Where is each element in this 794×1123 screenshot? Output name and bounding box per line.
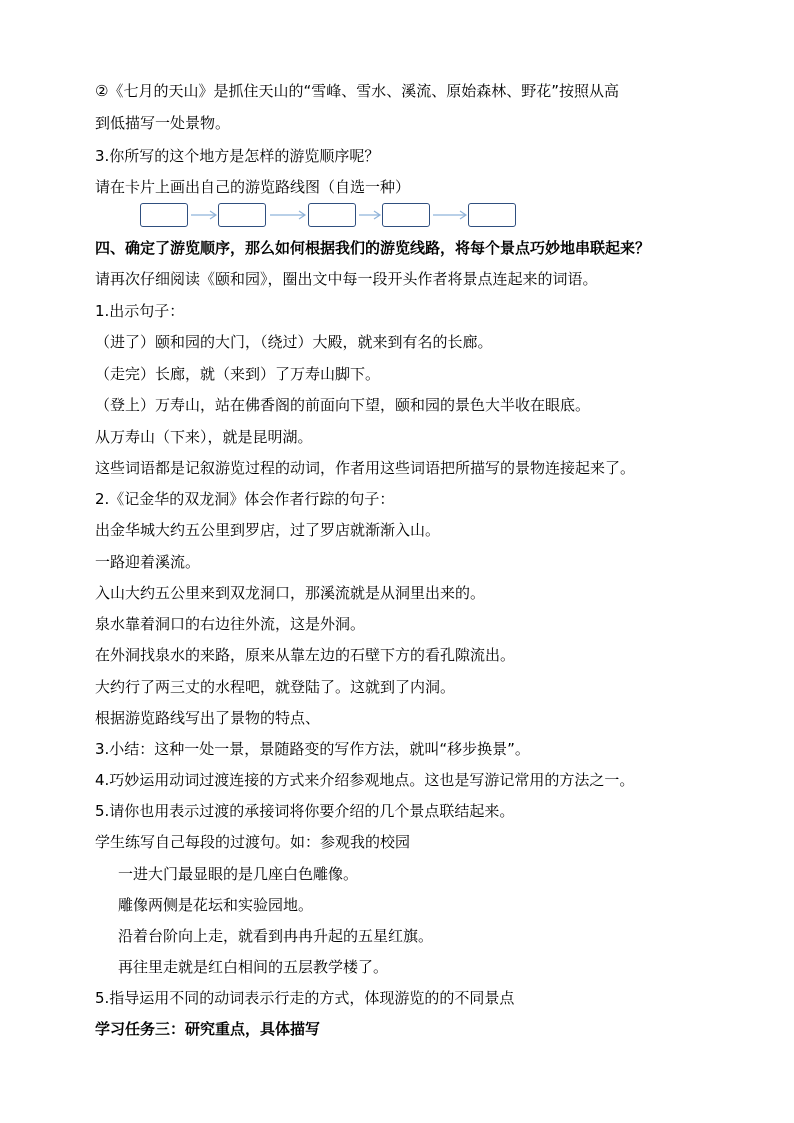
text-line: 泉水靠着洞口的右边往外流，这是外洞。 [95,615,366,633]
text-line: 请再次仔细阅读《颐和园》，圈出文中每一段开头作者将景点连起来的词语。 [95,270,598,288]
arrow-right-icon [269,208,307,222]
text-line: 大约行了两三丈的水程吧，就登陆了。这就到了内洞。 [95,678,456,696]
arrow-right-icon [190,208,218,222]
text-line: 从万寿山（下来），就是昆明湖。 [95,428,313,446]
task-heading: 学习任务三：研究重点，具体描写 [95,1020,321,1038]
example-sentence: 一进大门最显眼的是几座白色雕像。 [118,865,359,883]
section-heading: 四、确定了游览顺序，那么如何根据我们的游览线路，将每个景点巧妙地串联起来？ [95,239,651,257]
route-diagram [140,203,520,231]
text-line: 5.请你也用表示过渡的承接词将你要介绍的几个景点联结起来。 [95,802,515,820]
text-line: 根据游览路线写出了景物的特点、 [95,709,321,727]
text-line: 入山大约五公里来到双龙洞口，那溪流就是从洞里出来的。 [95,584,486,602]
route-card [140,203,188,227]
text-line: ②《七月的天山》是抓住天山的“雪峰、雪水、溪流、原始森林、野花”按照从高 [95,82,619,100]
example-sentence: 雕像两侧是花坛和实验园地。 [118,896,314,914]
text-line: 3.你所写的这个地方是怎样的游览顺序呢？ [95,147,380,165]
text-line: 出金华城大约五公里到罗店，过了罗店就渐渐入山。 [95,521,441,539]
text-line: 5.指导运用不同的动词表示行走的方式，体现游览的的不同景点 [95,989,515,1007]
text-line: 这些词语都是记叙游览过程的动词，作者用这些词语把所描写的景物连接起来了。 [95,459,636,477]
route-card [218,203,266,227]
text-line: 2.《记金华的双龙洞》体会作者行踪的句子： [95,490,395,508]
text-line: 一路迎着溪流。 [95,553,201,571]
text-line: （登上）万寿山，站在佛香阁的前面向下望，颐和园的景色大半收在眼底。 [95,396,591,414]
route-card [308,203,356,227]
text-line: 在外洞找泉水的来路，原来从靠左边的石壁下方的看孔隙流出。 [95,646,516,664]
arrow-right-icon [358,208,382,222]
example-sentence: 再往里走就是红白相间的五层教学楼了。 [118,958,389,976]
text-line: 3.小结：这种一处一景，景随路变的写作方法，就叫“移步换景”。 [95,740,530,758]
route-card [382,203,430,227]
arrow-right-icon [432,208,468,222]
text-line: 到低描写一处景物。 [95,114,231,132]
text-line: 学生练写自己每段的过渡句。如：参观我的校园 [95,833,411,851]
text-line: （进了）颐和园的大门，（绕过）大殿，就来到有名的长廊。 [95,333,493,351]
text-line: 4.巧妙运用动词过渡连接的方式来介绍参观地点。这也是写游记常用的方法之一。 [95,771,635,789]
text-line: 请在卡片上画出自己的游览路线图（自选一种） [95,178,411,196]
text-line: 1.出示句子： [95,302,185,320]
route-card [468,203,516,227]
text-line: （走完）长廊，就（来到）了万寿山脚下。 [95,365,381,383]
example-sentence: 沿着台阶向上走，就看到冉冉升起的五星红旗。 [118,927,434,945]
